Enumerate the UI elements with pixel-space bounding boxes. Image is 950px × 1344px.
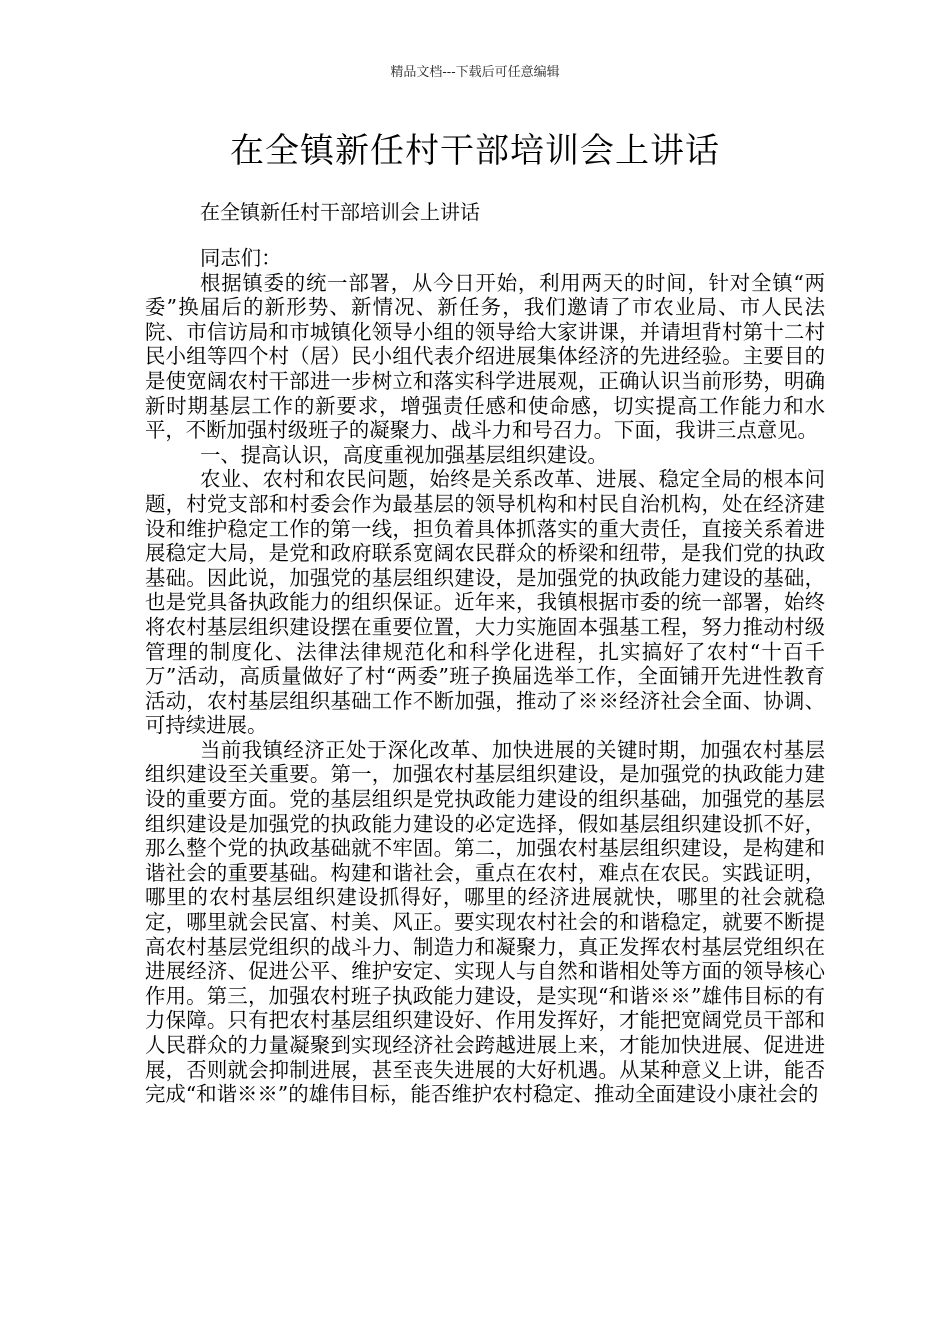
section-heading-1: 一、提高认识，高度重视加强基层组织建设。: [200, 442, 608, 467]
paragraph-intro: 根据镇委的统一部署，从今日开始，利用两天的时间，针对全镇“两委”换届后的新形势、新情况、新任务，我们邀请了市农业局、市人民法院、市信访局和市城镇化领导小组的领导给大家讲课，并请坦背村第十二村民小组等四个村（居）民小组代表介绍进展集体经济的先进经验。主要目的是使宽阔农村干部进一步树立和落实科学进展观，正确认识当前形势，明确新时期基层工作的新要求，增强责任感和使命感，切实提高工作能力和水平，不断加强村级班子的凝聚力、战斗力和号召力。下面，我讲三点意见。: [145, 270, 825, 443]
document-subtitle: 在全镇新任村干部培训会上讲话: [200, 200, 480, 224]
document-body: [145, 246, 825, 1107]
document-title: 在全镇新任村干部培训会上讲话: [230, 131, 720, 171]
header-note: 精品文档---下载后可任意编辑: [390, 65, 560, 80]
salutation: 同志们：: [200, 246, 282, 270]
paragraph-current-situation: 当前我镇经济正处于深化改革、加快进展的关键时期，加强农村基层组织建设至关重要。第一，加强农村基层组织建设，是加强党的执政能力建设的重要方面。党的基层组织是党执政能力建设的组织基础，加强党的基层组织建设是加强党的执政能力建设的必定选择，假如基层组织建设抓不好，那么整个党的执政基础就不牢固。第二，加强农村基层组织建设，是构建和谐社会的重要基础。构建和谐社会，重点在农村，难点在农民。实践证明，哪里的农村基层组织建设抓得好，哪里的经济进展就快，哪里的社会就稳定，哪里就会民富、村美、风正。要实现农村社会的和谐稳定，就要不断提高农村基层党组织的战斗力、制造力和凝聚力，真正发挥农村基层党组织在进展经济、促进公平、维护安定、实现人与自然和谐相处等方面的领导核心作用。第三，加强农村班子执政能力建设，是实现“和谐※※”雄伟目标的有力保障。只有把农村基层组织建设好、作用发挥好，才能把宽阔党员干部和人民群众的力量凝聚到实现经济社会跨越进展上来，才能加快进展、促进进展，否则就会抑制进展，甚至丧失进展的大好机遇。从某种意义上讲，能否完成“和谐※※”的雄伟目标，能否维护农村稳定、推动全面建设小康社会的: [145, 737, 825, 1107]
paragraph-agriculture: 农业、农村和农民问题，始终是关系改革、进展、稳定全局的根本问题，村党支部和村委会作为最基层的领导机构和村民自治机构，处在经济建设和维护稳定工作的第一线，担负着具体抓落实的重大责任，直接关系着进展稳定大局，是党和政府联系宽阔农民群众的桥梁和纽带，是我们党的执政基础。因此说，加强党的基层组织建设，是加强党的执政能力建设的基础，也是党具备执政能力的组织保证。近年来，我镇根据市委的统一部署，始终将农村基层组织建设摆在重要位置，大力实施固本强基工程，努力推动村级管理的制度化、法律法律规范化和科学化进程，扎实搞好了农村“十百千万”活动，高质量做好了村“两委”班子换届选举工作，全面铺开先进性教育活动，农村基层组织基础工作不断加强，推动了※※经济社会全面、协调、可持续进展。: [145, 467, 825, 738]
